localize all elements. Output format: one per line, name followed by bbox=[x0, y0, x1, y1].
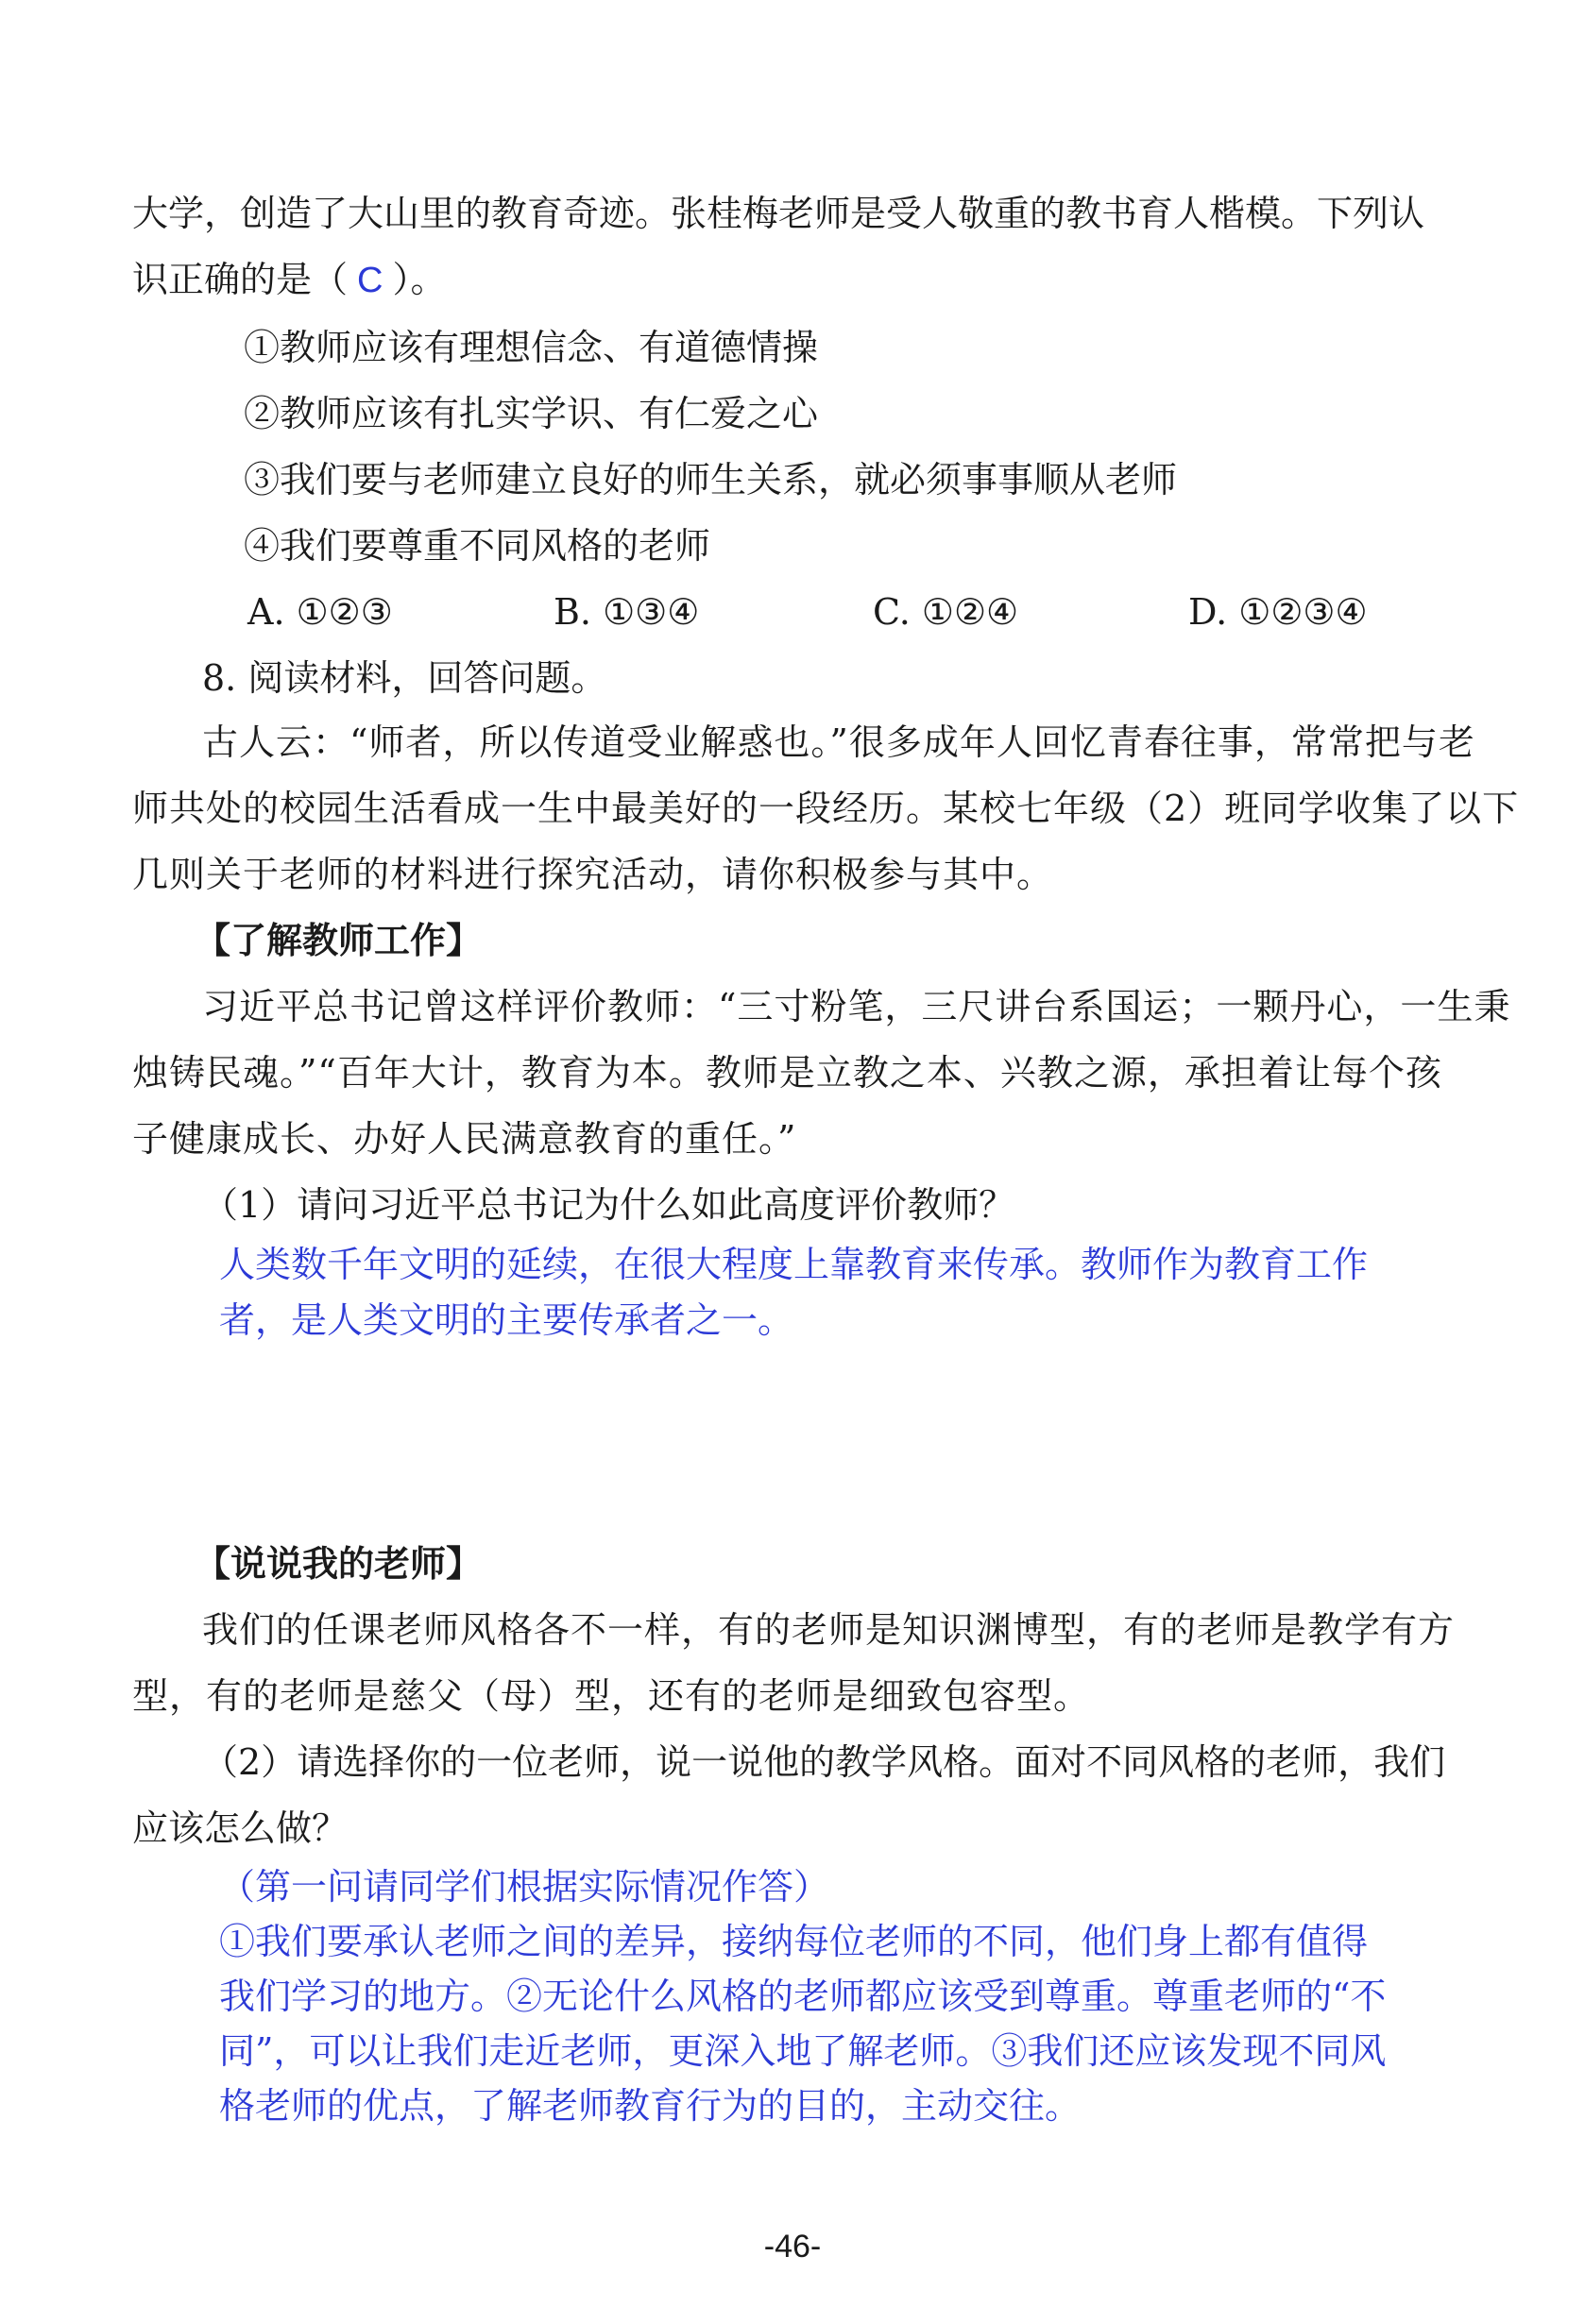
section1-material-line-2: 烛铸民魂。”“百年大计，教育为本。教师是立教之本、兴教之源，承担着让每个孩 bbox=[132, 1052, 1442, 1094]
page-number: -46- bbox=[763, 2229, 822, 2265]
q8-2-answer-note: （第一问请同学们根据实际情况作答） bbox=[219, 1866, 830, 1908]
q8-intro-line-1: 古人云：“师者，所以传道受业解惑也。”很多成年人回忆青春往事，常常把与老 bbox=[202, 721, 1475, 763]
q7-option-d: D. ①②③④ bbox=[1188, 591, 1368, 633]
q7-option-c: C. ①②④ bbox=[873, 591, 1019, 633]
q7-answer: C bbox=[357, 261, 383, 300]
q7-option-b: B. ①③④ bbox=[554, 591, 700, 633]
q7-item-4: ④我们要尊重不同风格的老师 bbox=[244, 525, 711, 567]
q7-option-a: A. ①②③ bbox=[247, 591, 393, 633]
q8-intro-line-3: 几则关于老师的材料进行探究活动，请你积极参与其中。 bbox=[132, 854, 1054, 895]
section2-material-line-1: 我们的任课老师风格各不一样，有的老师是知识渊博型，有的老师是教学有方 bbox=[202, 1609, 1456, 1651]
q7-item-2: ②教师应该有扎实学识、有仁爱之心 bbox=[244, 393, 819, 434]
q8-title: 8. 阅读材料，回答问题。 bbox=[202, 657, 607, 699]
section1-material-line-1: 习近平总书记曾这样评价教师：“三寸粉笔，三尺讲台系国运；一颗丹心，一生秉 bbox=[202, 986, 1511, 1027]
q8-2-answer-line-1: ①我们要承认老师之间的差异，接纳每位老师的不同，他们身上都有值得 bbox=[219, 1921, 1369, 1962]
q8-2-question-line-2: 应该怎么做？ bbox=[132, 1807, 349, 1849]
q8-2-answer-line-4: 格老师的优点，了解老师教育行为的目的，主动交往。 bbox=[219, 2085, 1082, 2127]
q7-stem-suffix: ）。 bbox=[392, 259, 447, 300]
section-heading-teacher-work: 【了解教师工作】 bbox=[195, 919, 483, 961]
q7-stem-line-2 bbox=[132, 255, 446, 305]
q8-2-question-line-1: （2）请选择你的一位老师，说一说他的教学风格。面对不同风格的老师，我们 bbox=[202, 1741, 1446, 1783]
q7-stem-prefix: 识正确的是（ bbox=[132, 259, 349, 300]
q7-stem-line-1: 大学，创造了大山里的教育奇迹。张桂梅老师是受人敬重的教书育人楷模。下列认 bbox=[132, 193, 1425, 234]
section1-material-line-3: 子健康成长、办好人民满意教育的重任。” bbox=[132, 1118, 797, 1160]
q7-item-3: ③我们要与老师建立良好的师生关系，就必须事事顺从老师 bbox=[244, 459, 1178, 500]
section-heading-my-teacher: 【说说我的老师】 bbox=[195, 1542, 483, 1585]
q8-intro-line-2: 师共处的校园生活看成一生中最美好的一段经历。某校七年级（2）班同学收集了以下 bbox=[132, 788, 1520, 829]
q8-1-answer-line-2: 者，是人类文明的主要传承者之一。 bbox=[219, 1299, 794, 1341]
section2-material-line-2: 型，有的老师是慈父（母）型，还有的老师是细致包容型。 bbox=[132, 1675, 1091, 1717]
q8-1-answer-line-1: 人类数千年文明的延续，在很大程度上靠教育来传承。教师作为教育工作 bbox=[219, 1244, 1369, 1285]
q7-item-1: ①教师应该有理想信念、有道德情操 bbox=[244, 327, 819, 368]
q8-2-answer-line-2: 我们学习的地方。②无论什么风格的老师都应该受到尊重。尊重老师的“不 bbox=[219, 1976, 1387, 2017]
q8-2-answer-line-3: 同”，可以让我们走近老师，更深入地了解老师。③我们还应该发现不同风 bbox=[219, 2030, 1387, 2072]
q8-1-question: （1）请问习近平总书记为什么如此高度评价教师？ bbox=[202, 1184, 1015, 1226]
